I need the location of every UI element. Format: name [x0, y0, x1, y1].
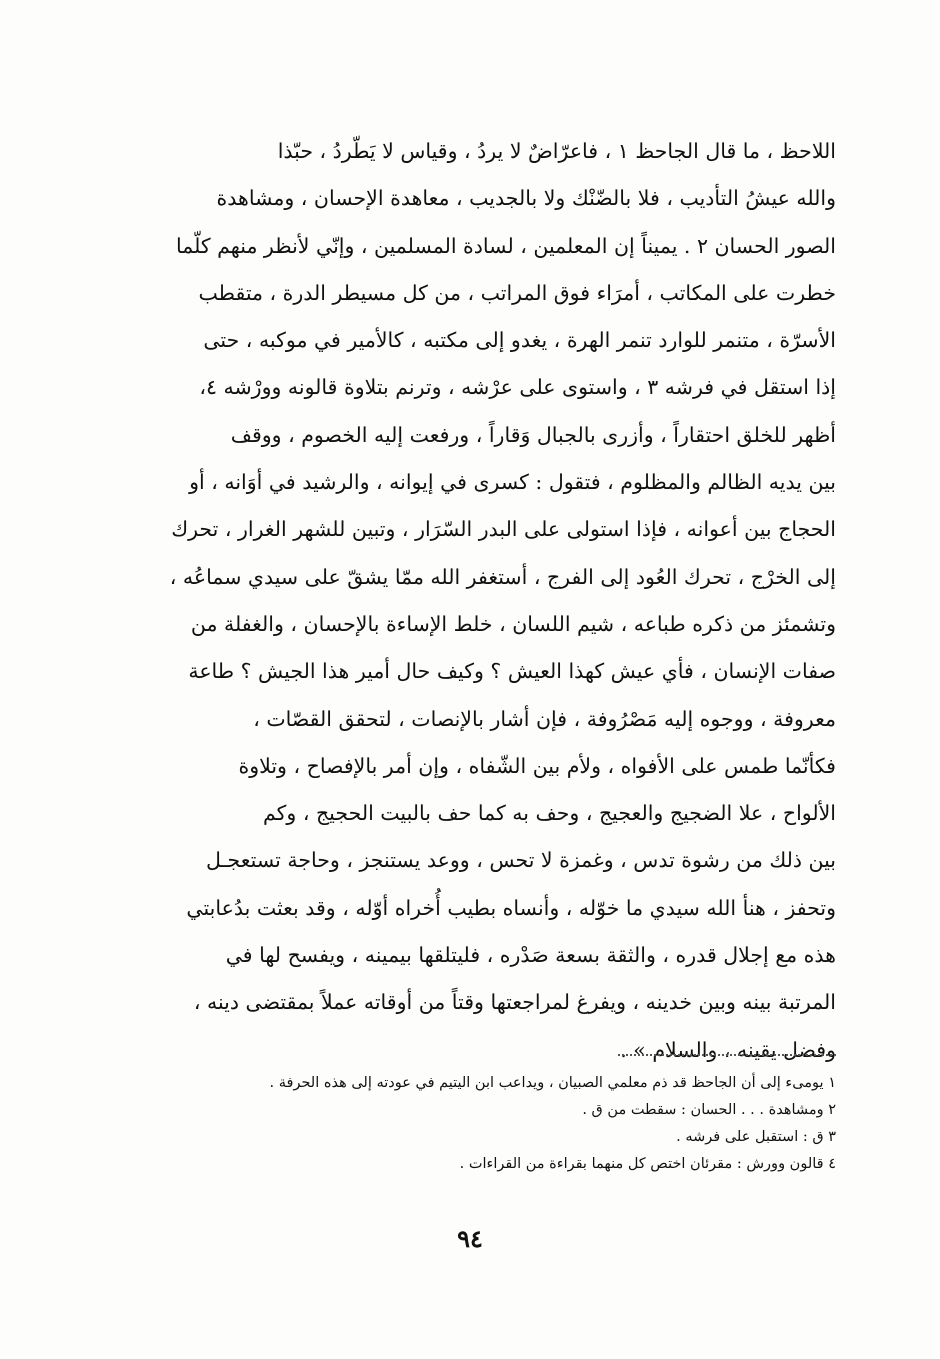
body-line: الحجاج بين أعوانه ، فإذا استولى على البدر السّرَار ، وتبين للشهر الغرار ، تحرك [171, 517, 836, 542]
body-line: وتشمئز من ذكره طباعه ، شيم اللسان ، خلط الإساءة بالإحسان ، والغفلة من [190, 611, 836, 636]
body-line: إلى الخرْج ، تحرك العُود إلى الفرج ، أستغفر الله ممّا يشقّ على سيدي سماعُه ، [169, 564, 836, 589]
body-line: بين ذلك من رشوة تدس ، وغمزة لا تحس ، ووعد يستنجز ، وحاجة تستعجـل [205, 848, 836, 873]
body-line: الأسرّة ، متنمر للوارد تنمر الهرة ، يغدو إلى مكتبه ، كالأمير في موكبه ، حتى [203, 328, 836, 353]
body-line: وفضل يقينه ، والسلام » . [620, 1037, 836, 1062]
body-line: خطرت على المكاتب ، أمرَاء فوق المراتب ، من كل مسيطر الدرة ، متقطب [198, 280, 836, 305]
body-text [96, 128, 836, 1074]
body-line: والله عيشُ التأديب ، فلا بالضّنْك ولا بالجديب ، معاهدة الإحسان ، ومشاهدة [216, 186, 836, 211]
body-line: بين يديه الظالم والمظلوم ، فتقول : كسرى في إيوانه ، والرشيد في أوَانه ، أو [189, 470, 836, 495]
body-line: هذه مع إجلال قدره ، والثقة بسعة صَدْره ، فليتلقها بيمينه ، ويفسح لها في [225, 943, 836, 968]
body-line: فكأنّما طمس على الأفواه ، ولأم بين الشّفاه ، وإن أمر بالإفصاح ، وتلاوة [238, 753, 836, 778]
page-number: ٩٤ [457, 1224, 483, 1253]
body-line: صفات الإنسان ، فأي عيش كهذا العيش ؟ وكيف حال أمير هذا الجيش ؟ طاعة [188, 659, 836, 684]
body-line: المرتبة بينه وبين خدينه ، ويفرغ لمراجعتها وقتاً من أوقاته عملاً بمقتضى دينه ، [193, 990, 836, 1015]
footnotes [120, 1070, 836, 1178]
body-line: اللاحظ ، ما قال الجاحظ ١ ، فاعرّاضٌ لا يردُ ، وقياس لا يَطّردُ ، حبّذا [277, 139, 836, 163]
body-line: أظهر للخلق احتقاراً ، وأزرى بالجبال وَقاراً ، ورفعت إليه الخصوم ، ووقف [230, 422, 836, 447]
body-line: الألواح ، علا الضجيج والعجيج ، وحف به كما حف بالبيت الحجيج ، وكم [263, 801, 836, 826]
footnote-2: ٢ ومشاهدة . . . الحسان : سقطت من ق . [582, 1102, 836, 1118]
body-line: إذا استقل في فرشه ٣ ، واستوى على عرْشه ، وترنم بتلاوة قالونه وورْشه ٤، [199, 375, 836, 400]
footnote-separator [618, 1054, 836, 1056]
body-line: الصور الحسان ٢ . يميناً إن المعلمين ، لسادة المسلمين ، وإنّي لأنظر منهم كلّما [176, 233, 836, 258]
footnote-4: ٤ قالون وورش : مقرئان اختص كل منهما بقراءة من القراءات . [459, 1156, 836, 1172]
footnote-3: ٣ ق : استقبل على فرشه . [676, 1129, 836, 1145]
body-line: معروفة ، ووجوه إليه مَصْرُوفة ، فإن أشار بالإنصات ، لتحقق القصّات ، [253, 706, 836, 731]
footnote-1: ١ يومىء إلى أن الجاحظ قد ذم معلمي الصبيان ، ويداعب ابن اليتيم في عودته إلى هذه الحرفة . [269, 1075, 836, 1091]
body-line: وتحفز ، هنأ الله سيدي ما خوّله ، وأنساه بطيب أُخراه أوّله ، وقد بعثت بدُعابتي [186, 895, 836, 920]
